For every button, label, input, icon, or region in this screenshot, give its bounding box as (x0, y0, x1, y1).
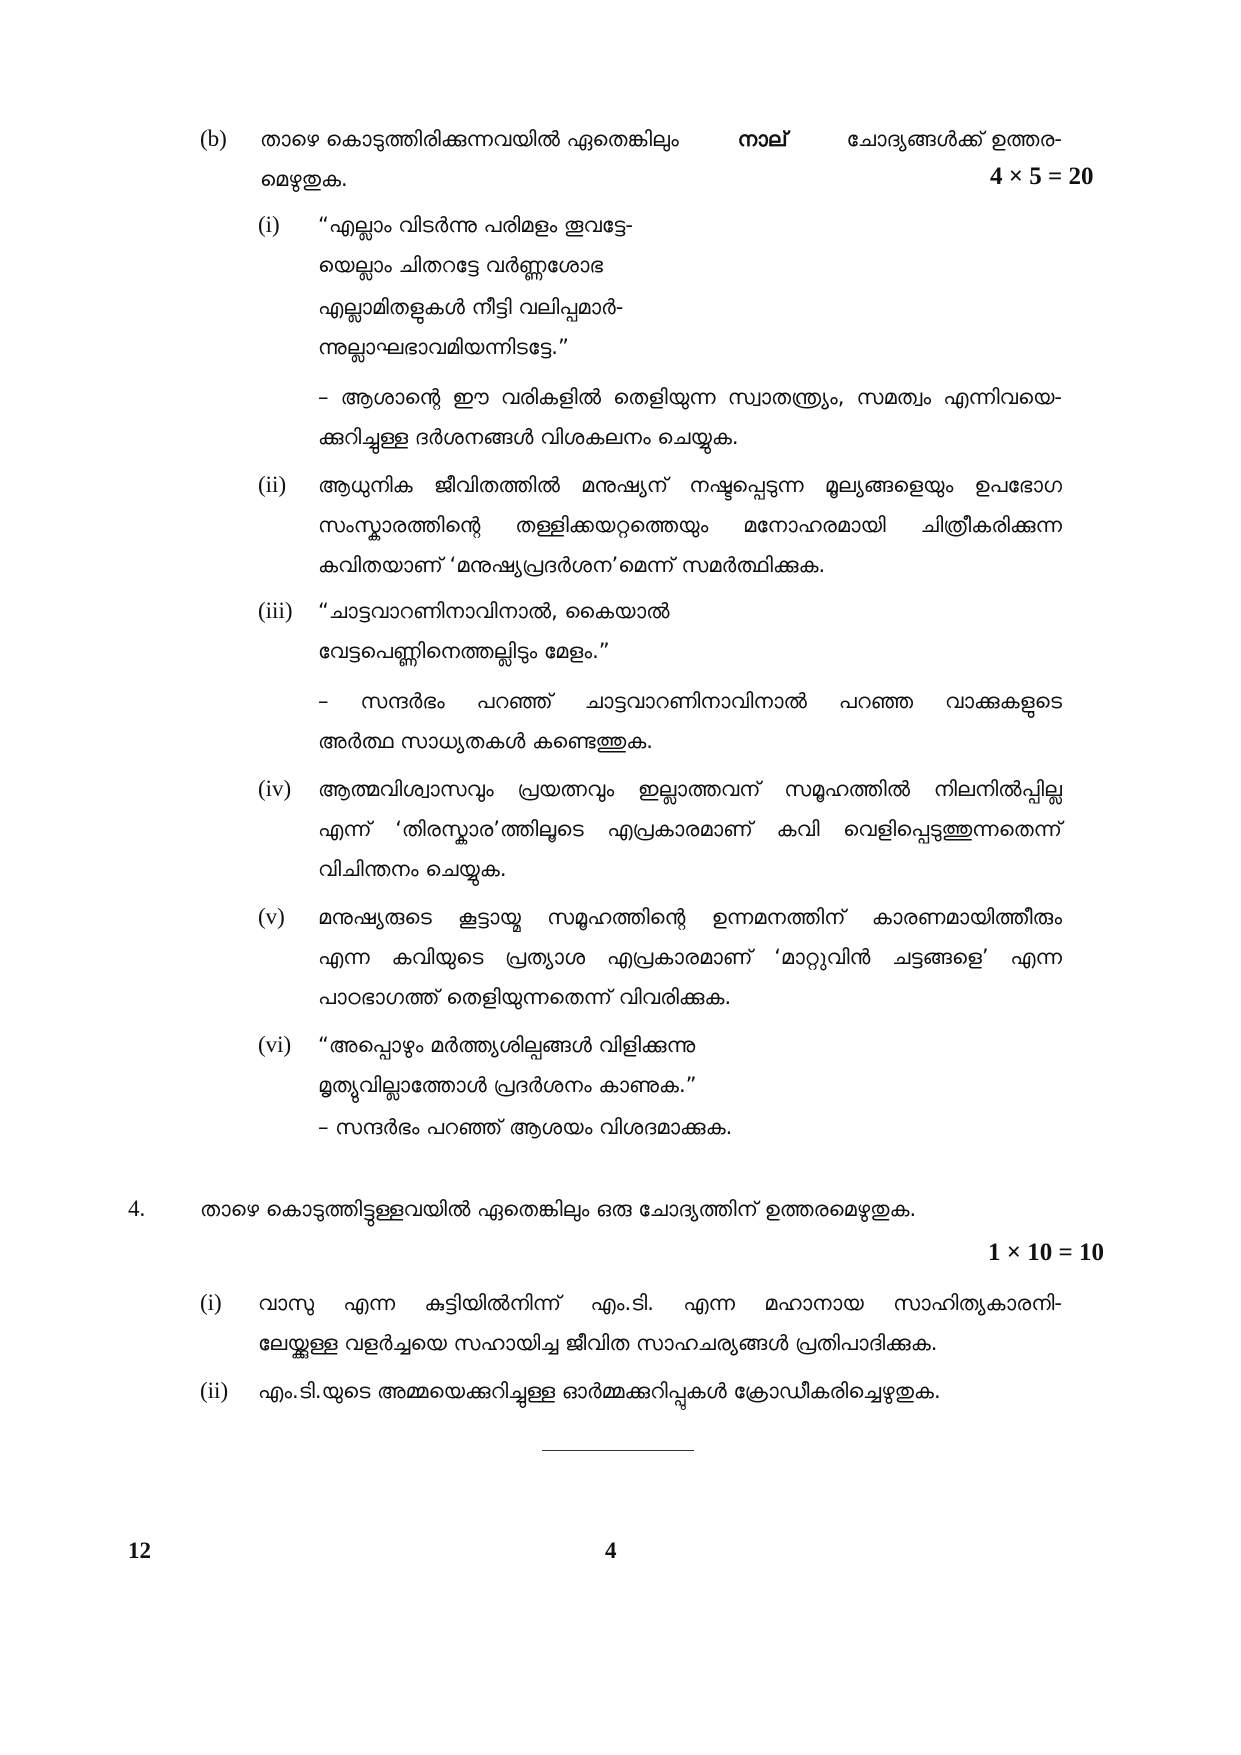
question-text: അർത്ഥ സാധ്യതകൾ കണ്ടെത്തുക. (318, 729, 653, 753)
question-text: ലേയ്ക്കുള്ള വളർച്ചയെ സഹായിച്ച ജീവിത സാഹചര്യങ്ങൾ പ്രതിപാദിക്കുക. (258, 1331, 938, 1355)
question-label: (i) (200, 1290, 222, 1315)
instruction-emphasis: നാല് (737, 127, 788, 151)
question-label: (ii) (200, 1378, 229, 1403)
question-label: (ii) (258, 472, 287, 497)
question-number: 4. (128, 1196, 146, 1221)
question-text: വിചിന്തനം ചെയ്യുക. (318, 857, 507, 881)
poem-line: വേട്ടപെണ്ണിനെത്തല്ലിടും മേളം.” (318, 639, 610, 663)
question-text: വാസു എന്ന കുട്ടിയിൽനിന്ന് എം.ടി. എന്ന മഹാനായ സാഹിത്യകാരനി- (258, 1291, 1062, 1315)
question-label: (vi) (258, 1032, 292, 1057)
question-instruction: താഴെ കൊടുത്തിട്ടുള്ളവയിൽ ഏതെങ്കിലും ഒരു ചോദ്യത്തിന് ഉത്തരമെഴുതുക. (200, 1197, 917, 1221)
question-text: ക്കുറിച്ചുള്ള ദർശനങ്ങൾ വിശകലനം ചെയ്യുക. (318, 425, 739, 449)
question-text: മനുഷ്യരുടെ കൂട്ടായ്മ സമൂഹത്തിന്റെ ഉന്നമനത്തിന് കാരണമായിത്തീരും (318, 905, 1062, 929)
question-label: (iii) (258, 598, 293, 623)
section-instruction (260, 124, 1062, 154)
page-code: 12 (128, 1538, 151, 1563)
poem-line: “ചാട്ടവാറണിനാവിനാൽ, കൈയാൽ (318, 599, 670, 623)
poem-line: യെല്ലാം ചിതറട്ടേ വർണ്ണശോഭ (318, 253, 603, 277)
poem-line: “അപ്പൊഴും മർത്ത്യശില്പങ്ങൾ വിളിക്കുന്നു (318, 1033, 696, 1057)
question-text: – സന്ദർഭം പറഞ്ഞ് ചാട്ടവാറണിനാവിനാൽ പറഞ്ഞ വാക്കുകളുടെ (318, 689, 1062, 713)
section-marks: 4 × 5 = 20 (990, 163, 1094, 190)
question-label: (v) (258, 904, 285, 929)
question-text: ആത്മവിശ്വാസവും പ്രയത്നവും ഇല്ലാത്തവന് സമൂഹത്തിൽ നിലനിൽപ്പില്ല (318, 777, 1062, 801)
poem-line: “എല്ലാം വിടർന്നു പരിമളം തൂവട്ടേ- (318, 213, 633, 237)
question-text: എം.ടി.യുടെ അമ്മയെക്കുറിച്ചുള്ള ഓർമ്മക്കുറിപ്പുകൾ ക്രോഡീകരിച്ചെഴുതുക. (258, 1379, 941, 1403)
question-marks: 1 × 10 = 10 (988, 1239, 1104, 1266)
instruction-continuation: മെഴുതുക. (260, 167, 348, 191)
poem-line: ന്നുല്ലാഘഭാവമിയന്നിടട്ടേ.” (318, 335, 569, 359)
question-text: എന്ന കവിയുടെ പ്രത്യാശ എപ്രകാരമാണ് ‘മാറ്റുവിൻ ചട്ടങ്ങളെ’ എന്ന (318, 945, 1062, 969)
question-label: (i) (258, 212, 280, 237)
question-text: എന്ന് ‘തിരസ്കാര’ത്തിലൂടെ എപ്രകാരമാണ് കവി വെളിപ്പെടുത്തുന്നതെന്ന് (318, 817, 1062, 841)
question-text: – ആശാന്റെ ഈ വരികളിൽ തെളിയുന്ന സ്വാതന്ത്ര്യം, സമത്വം എന്നിവയെ- (318, 385, 1062, 409)
instruction-text-end: ചോദ്യങ്ങൾക്ക് ഉത്തര- (846, 127, 1062, 151)
end-rule (542, 1450, 694, 1451)
question-text: – സന്ദർഭം പറഞ്ഞ് ആശയം വിശദമാക്കുക. (318, 1115, 733, 1139)
instruction-text: താഴെ കൊടുത്തിരിക്കുന്നവയിൽ ഏതെങ്കിലും (260, 127, 679, 151)
question-text: പാഠഭാഗത്ത് തെളിയുന്നതെന്ന് വിവരിക്കുക. (318, 985, 732, 1009)
poem-line: മൃത്യുവില്ലാത്തോൾ പ്രദർശനം കാണുക.” (318, 1073, 697, 1097)
question-text: ആധുനിക ജീവിതത്തിൽ മനുഷ്യന് നഷ്ടപ്പെടുന്ന മൂല്യങ്ങളെയും ഉപഭോഗ (318, 473, 1062, 497)
page-number: 4 (605, 1538, 617, 1563)
section-label: (b) (200, 126, 227, 151)
question-text: കവിതയാണ് ‘മനുഷ്യപ്രദർശന’മെന്ന് സമർത്ഥിക്കുക. (318, 553, 826, 577)
question-text: സംസ്കാരത്തിന്റെ തള്ളിക്കയറ്റത്തെയും മനോഹരമായി ചിത്രീകരിക്കുന്ന (318, 513, 1062, 537)
question-label: (iv) (258, 776, 292, 801)
poem-line: എല്ലാമിതളുകൾ നീട്ടി വലിപ്പമാർ- (318, 295, 624, 319)
